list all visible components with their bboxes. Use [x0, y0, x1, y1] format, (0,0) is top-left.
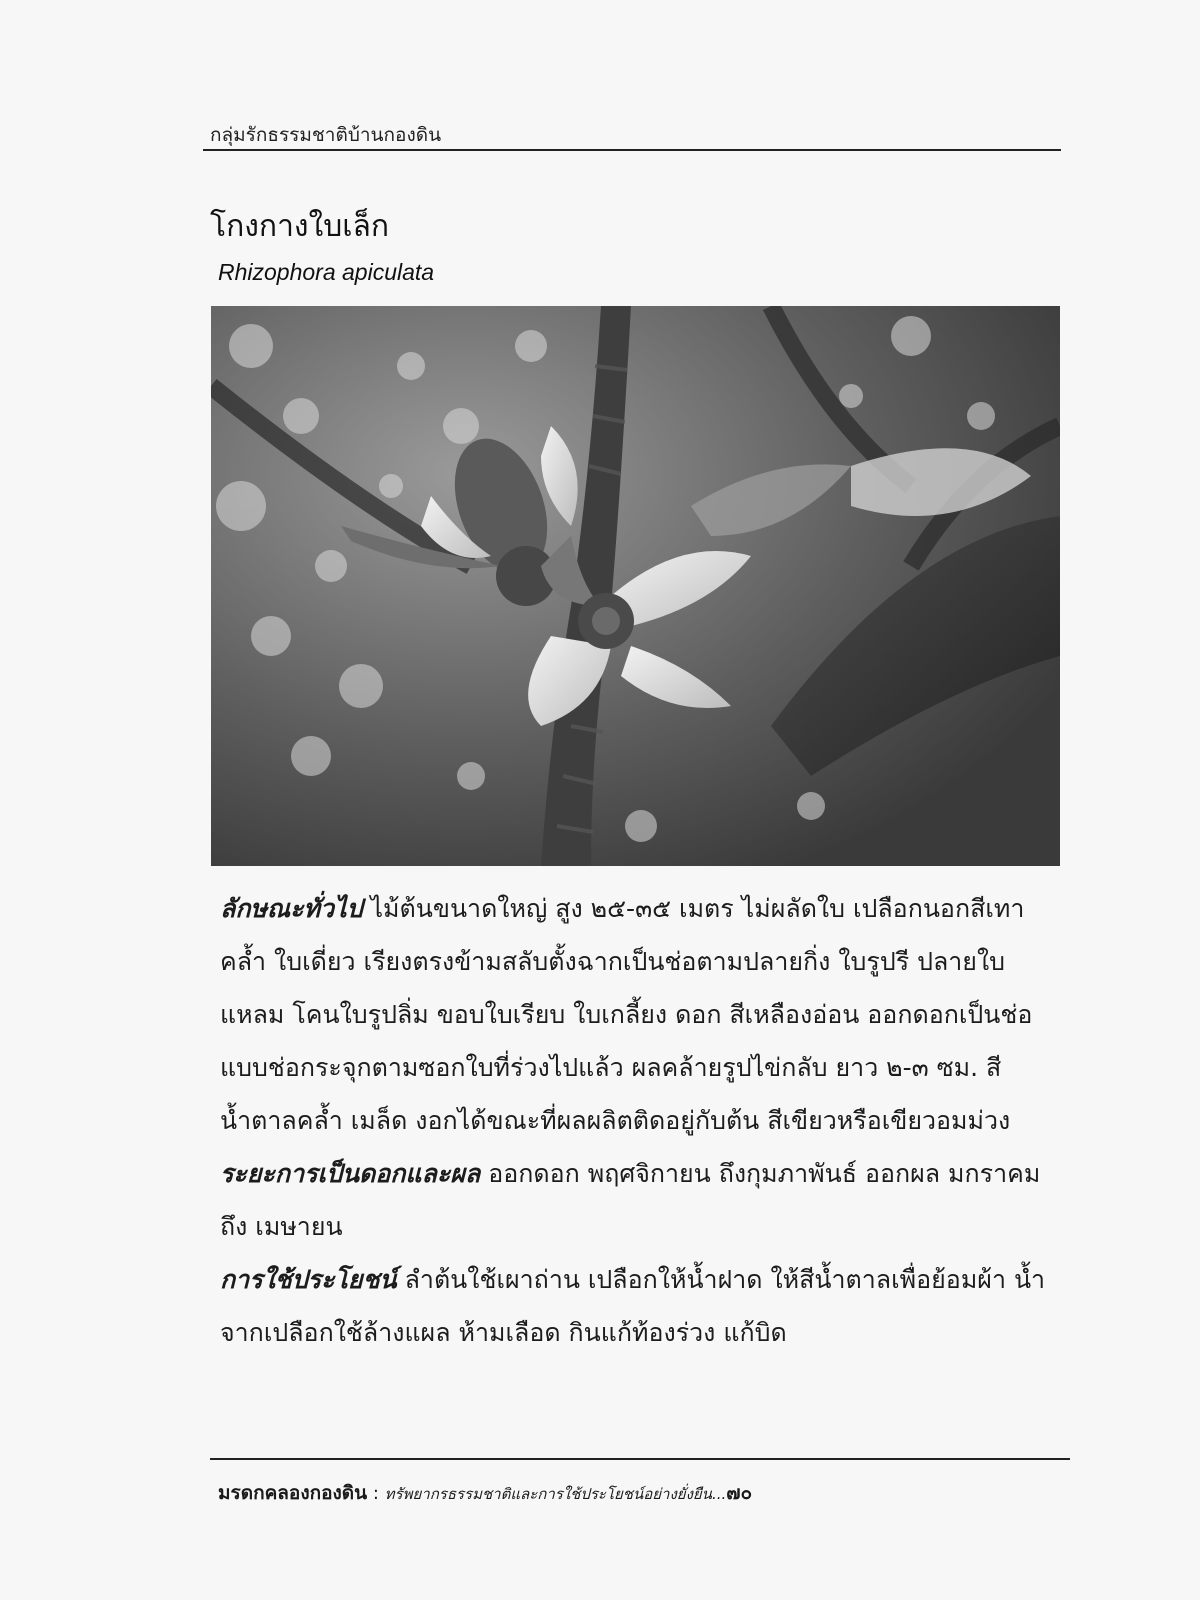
species-thai-name: โกงกางใบเล็ก: [210, 209, 390, 244]
page-footer: [218, 1478, 752, 1508]
species-scientific-name: Rhizophora apiculata: [218, 259, 435, 285]
flowering-text: ออกดอก พฤศจิกายน ถึงกุมภาพันธ์ ออกผล มกราคม ถึง เมษายน: [220, 1159, 1041, 1241]
mangrove-flower-photo: [211, 306, 1060, 866]
page-number: ๗๐: [726, 1482, 753, 1504]
general-characteristics-paragraph: [220, 882, 1060, 1147]
flowering-label: ระยะการเป็นดอกและผล: [220, 1159, 481, 1188]
footer-divider: [210, 1458, 1070, 1460]
uses-label: การใช้ประโยชน์: [220, 1265, 397, 1294]
species-description: [220, 882, 1060, 1359]
flowering-paragraph: [220, 1147, 1060, 1253]
general-characteristics-label: ลักษณะทั่วไป: [220, 894, 363, 923]
header-group-name: กลุ่มรักธรรมชาติบ้านกองดิน: [210, 124, 442, 146]
uses-paragraph: [220, 1253, 1060, 1359]
header-divider: [203, 149, 1061, 151]
footer-separator: :: [367, 1483, 385, 1504]
footer-subtitle: ทรัพยากรธรรมชาติและการใช้ประโยชน์อย่างยั่งยืน...: [384, 1485, 727, 1503]
general-characteristics-text: ไม้ต้นขนาดใหญ่ สูง ๒๕-๓๕ เมตร ไม่ผลัดใบ เปลือกนอกสีเทาคล้ำ ใบเดี่ยว เรียงตรงข้ามสลับตั้งฉากเป็นช่อตามปลายกิ่ง ใบรูปรี ปลายใบแหลม โคนใบรูปลิ่ม ขอบใบเรียบ ใบเกลี้ยง ดอก สีเหลืองอ่อน ออกดอกเป็นช่อแบบช่อกระจุกตามซอกใบที่ร่วงไปแล้ว ผลคล้ายรูปไข่กลับ ยาว ๒-๓ ซม. สีน้ำตาลคล้ำ เมล็ด งอกได้ขณะที่ผลผลิตติดอยู่กับต้น สีเขียวหรือเขียวอมม่วง: [220, 894, 1033, 1135]
footer-book-title: มรดกคลองกองดิน: [218, 1482, 368, 1504]
uses-text: ลำต้นใช้เผาถ่าน เปลือกให้น้ำฝาด ให้สีน้ำตาลเพื่อย้อมผ้า น้ำจากเปลือกใช้ล้างแผล ห้ามเลือด กินแก้ท้องร่วง แก้บิด: [220, 1265, 1046, 1347]
